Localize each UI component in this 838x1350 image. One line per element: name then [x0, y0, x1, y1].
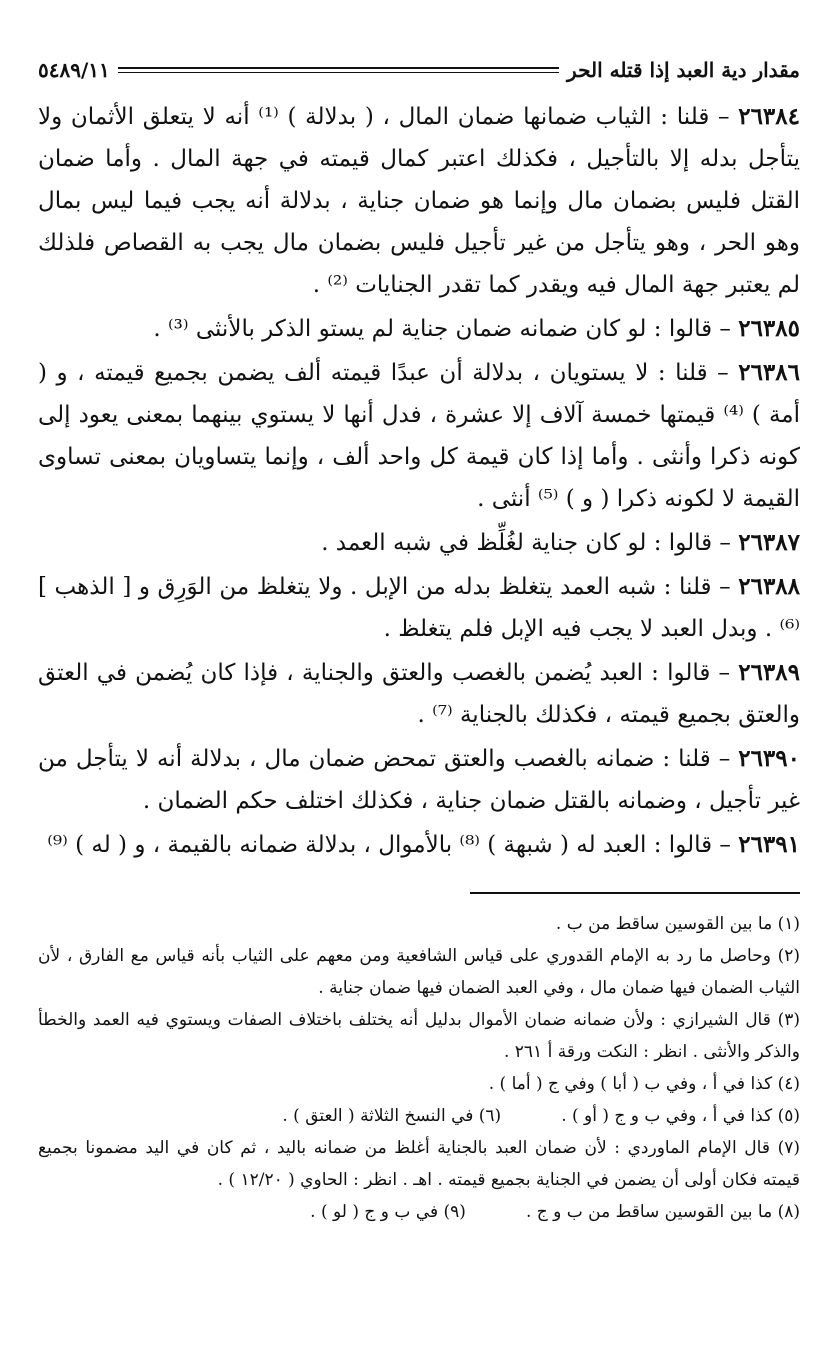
paragraph-text: – قلنا : ضمانه بالغصب والعتق تمحض ضمان مال ، بدلالة أنه لا يتأجل من غير تأجيل ، وضمانه بالقتل ضمان جناية ، فكذلك اختلف حكم الضمان . [38, 746, 800, 814]
paragraph [38, 96, 800, 306]
paragraph-number: ٢٦٣٨٩ [738, 659, 800, 686]
footnote: (٩) في ب و ج ( لو ) . [310, 1202, 466, 1222]
paragraph-number: ٢٦٣٨٦ [738, 359, 800, 386]
footnote: (٧) قال الإمام الماوردي : لأن ضمان العبد بالجناية أغلظ من ضمانه باليد ، ثم كان في اليد مضمونا بجميع قيمته فكان أولى أن يضمن في الجناية بجميع قيمته . اهـ . انظر : الحاوي ( ١٢/٢٠ ) . [38, 1138, 800, 1190]
paragraph-text: – قالوا : لو كان جناية لغُلِّظ في شبه العمد . [321, 530, 731, 556]
running-header [38, 50, 800, 90]
paragraph-number: ٢٦٣٩١ [738, 831, 800, 858]
footnote: (١) ما بين القوسين ساقط من ب . [555, 914, 800, 934]
chapter-title: مقدار دية العبد إذا قتله الحر [567, 58, 800, 82]
paragraph [38, 352, 800, 520]
paragraph-text: – قلنا : شبه العمد يتغلظ بدله من الإبل . ولا يتغلظ من الوَرِق و [ الذهب ] ⁽⁶⁾ . وبدل العبد لا يجب فيه الإبل فلم يتغلظ . [38, 574, 800, 642]
footnote: (٣) قال الشيرازي : ولأن ضمانه ضمان الأموال بدليل أنه يختلف باختلاف الصفات ويستوي فيه العمد والخطأ والذكر والأنثى . انظر : النكت ورقة أ ٢٦١ . [38, 1010, 800, 1062]
footnote: (٨) ما بين القوسين ساقط من ب و ج . [525, 1202, 800, 1222]
paragraph [38, 522, 800, 564]
footnotes [38, 908, 800, 1228]
footnote-row [38, 1100, 800, 1132]
paragraph-text: – قلنا : الثياب ضمانها ضمان المال ، ( بدلالة ) ⁽¹⁾ أنه لا يتعلق الأثمان ولا يتأجل بدله إلا بالتأجيل ، فكذلك اعتبر كمال قيمته في جهة المال . وأما ضمان القتل فليس بضمان مال وإنما هو ضمان جناية ، بدلالة أنه يجب فيما ليس بمال وهو الحر ، وهو يتأجل من غير تأجيل فليس بضمان مال يجب به القصاص فلذلك لم يعتبر جهة المال فيه ويقدر كما تقدر الجنايات ⁽²⁾ . [38, 104, 800, 298]
header-rule [118, 67, 559, 73]
footnote: (٤) كذا في أ ، وفي ب ( أبا ) وفي ج ( أما ) . [488, 1074, 800, 1094]
footnote-separator [470, 892, 800, 894]
paragraph-number: ٢٦٣٨٤ [738, 103, 800, 130]
paragraph-text: – قلنا : لا يستويان ، بدلالة أن عبدًا قيمته ألف يضمن بجميع قيمته ، و ( أمة ) ⁽⁴⁾ قيمتها خمسة آلاف إلا عشرة ، فدل أنها لا يستوي بينهما بمعنى يعود إلى كونه ذكرا وأنثى . وأما إذا كان قيمة كل واحد ألف ، وإنما يتساويان بمعنى تساوى القيمة لا لكونه ذكرا ( و ) ⁽⁵⁾ أنثى . [38, 360, 800, 512]
paragraph [38, 652, 800, 736]
footnote: (٦) في النسخ الثلاثة ( العتق ) . [282, 1106, 502, 1126]
paragraph-number: ٢٦٣٨٧ [738, 529, 800, 556]
main-text [38, 96, 800, 866]
paragraph [38, 824, 800, 866]
footnote: (٢) وحاصل ما رد به الإمام القدوري على قياس الشافعية ومن معهم على الثياب بأنه قياس مع الفارق ، لأن الثياب الضمان فيها ضمان مال ، وفي العبد الضمان فيها ضمان جناية . [38, 946, 800, 998]
footnote-row [38, 1196, 800, 1228]
paragraph-text: – قالوا : لو كان ضمانه ضمان جناية لم يستو الذكر بالأنثى ⁽³⁾ . [153, 316, 731, 342]
paragraph-number: ٢٦٣٨٨ [738, 573, 801, 600]
page-number: ٥٤٨٩/١١ [38, 58, 110, 82]
paragraph-number: ٢٦٣٩٠ [738, 745, 800, 772]
paragraph-number: ٢٦٣٨٥ [738, 315, 800, 342]
paragraph-text: – قالوا : العبد يُضمن بالغصب والعتق والجناية ، فإذا كان يُضمن في العتق والعتق بجميع قيمته ، فكذلك بالجناية ⁽⁷⁾ . [38, 660, 800, 728]
paragraph-text: – قالوا : العبد له ( شبهة ) ⁽⁸⁾ بالأموال ، بدلالة ضمانه بالقيمة ، و ( له ) ⁽⁹⁾ [47, 832, 731, 858]
footnote: (٥) كذا في أ ، وفي ب و ج ( أو ) . [561, 1106, 800, 1126]
paragraph [38, 738, 800, 822]
paragraph [38, 308, 800, 350]
paragraph [38, 566, 800, 650]
